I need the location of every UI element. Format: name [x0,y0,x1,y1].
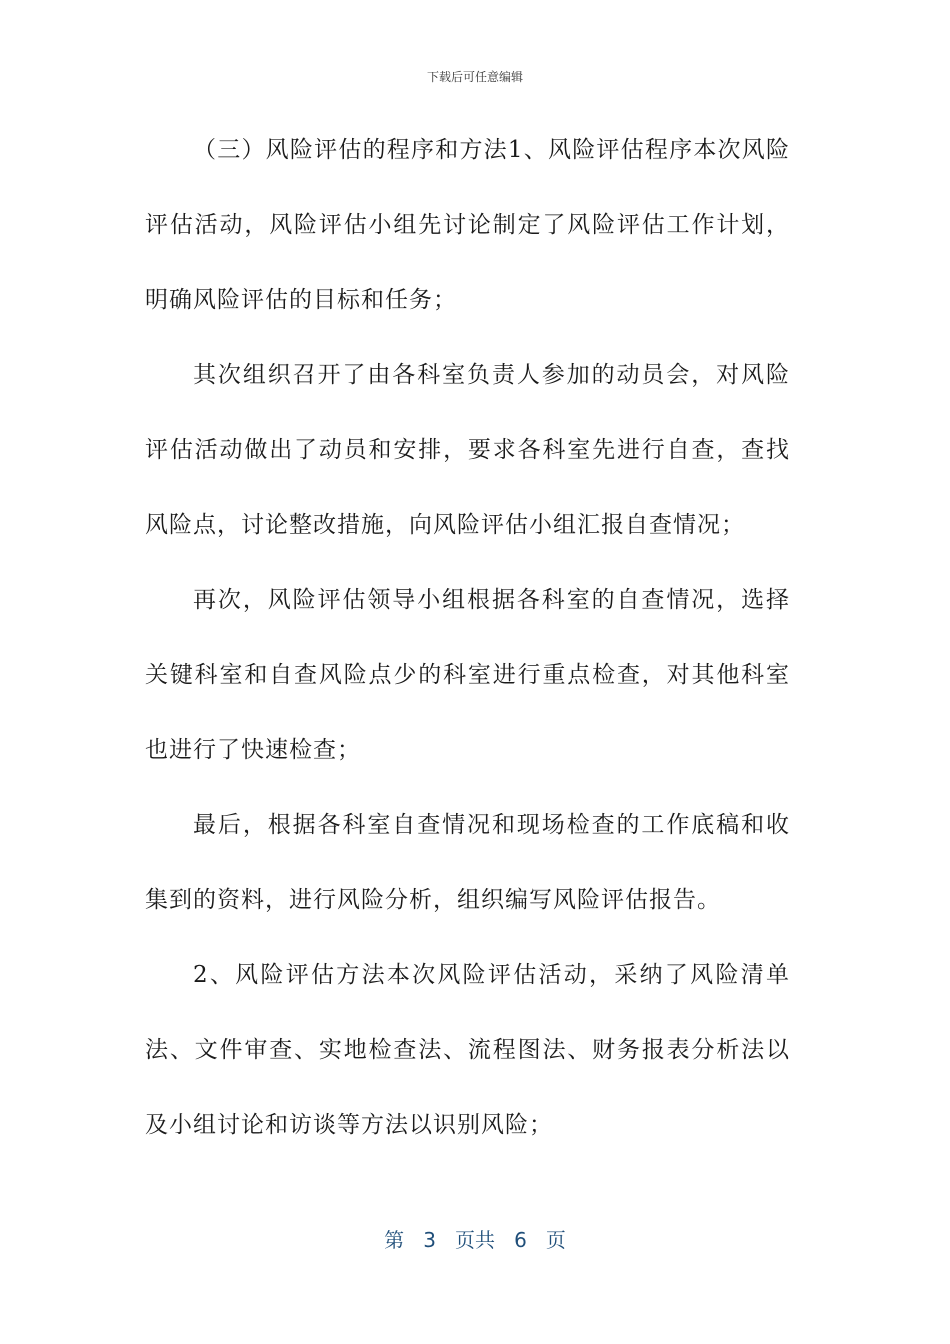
paragraph: 最后，根据各科室自查情况和现场检查的工作底稿和收集到的资料，进行风险分析，组织编写风险评估报告。 [145,812,790,913]
document-body [145,113,790,1163]
footer-middle: 页共 [455,1228,495,1252]
paragraph: 其次组织召开了由各科室负责人参加的动员会，对风险评估活动做出了动员和安排，要求各科室先进行自查，查找风险点，讨论整改措施，向风险评估小组汇报自查情况； [145,362,790,538]
paragraph: 再次，风险评估领导小组根据各科室的自查情况，选择关键科室和自查风险点少的科室进行重点检查，对其他科室也进行了快速检查； [145,587,790,763]
header-note: 下载后可任意编辑 [426,70,523,84]
current-page-number: 3 [423,1228,436,1252]
paragraph: （三）风险评估的程序和方法1、风险评估程序本次风险评估活动，风险评估小组先讨论制定了风险评估工作计划，明确风险评估的目标和任务； [145,137,790,313]
page-footer [0,1224,950,1253]
total-pages-number: 6 [514,1228,527,1252]
footer-suffix: 页 [545,1228,566,1252]
paragraph: 2、风险评估方法本次风险评估活动，采纳了风险清单法、文件审查、实地检查法、流程图法、财务报表分析法以及小组讨论和访谈等方法以识别风险； [145,962,790,1138]
footer-prefix: 第 [384,1228,405,1252]
